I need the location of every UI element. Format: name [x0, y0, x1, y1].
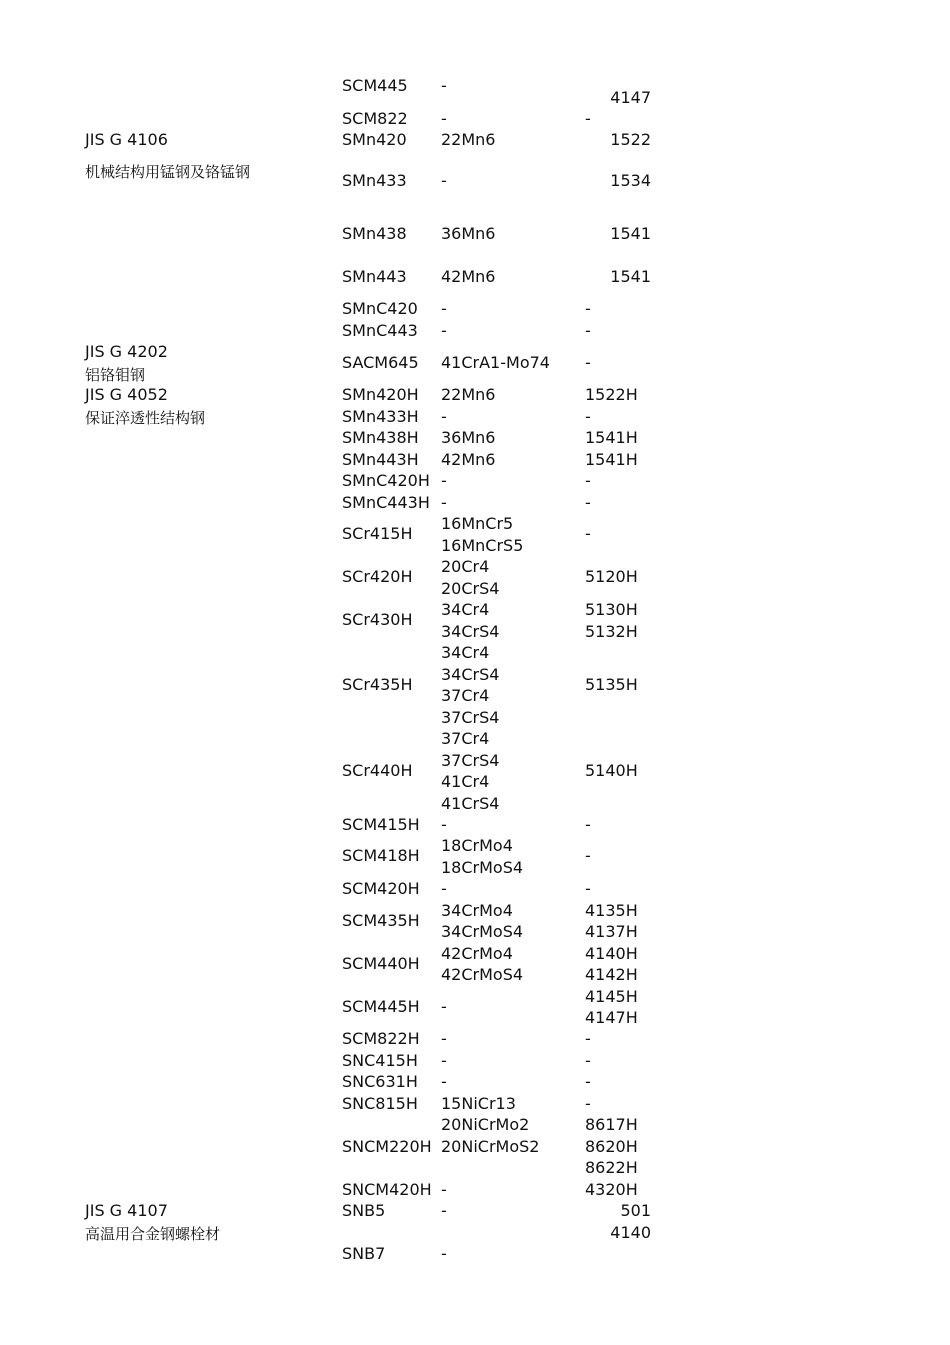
aisi-grade: - [585, 407, 591, 426]
din-grade: 15NiCr13 [441, 1094, 516, 1113]
jis-grade: SMn433H [342, 407, 419, 426]
aisi-grade: - [585, 109, 591, 128]
jis-grade: SCr440H [342, 761, 413, 780]
aisi-grade: - [585, 299, 591, 318]
jis-grade: SMn438 [342, 224, 407, 243]
din-grade: - [441, 493, 447, 512]
din-grade: 34Cr4 [441, 643, 490, 662]
jis-grade: SCM445H [342, 997, 420, 1016]
standard-description: 机械结构用锰钢及铬锰钢 [85, 163, 251, 181]
standard-description: 铝铬钼钢 [85, 366, 146, 384]
standard-number: JIS G 4052 [85, 385, 168, 404]
jis-grade: SNCM220H [342, 1137, 432, 1156]
jis-grade: SMn443H [342, 450, 419, 469]
din-grade: 20CrS4 [441, 579, 500, 598]
din-grade: - [441, 879, 447, 898]
aisi-grade: - [585, 879, 591, 898]
aisi-grade: - [585, 1072, 591, 1091]
aisi-grade: 4147 [610, 88, 651, 107]
din-grade: 42CrMoS4 [441, 965, 524, 984]
jis-grade: SCr415H [342, 524, 413, 543]
standard-number: JIS G 4107 [85, 1201, 168, 1220]
aisi-grade: 4320H [585, 1180, 638, 1199]
aisi-grade: 4145H [585, 987, 638, 1006]
din-grade: 20Cr4 [441, 557, 490, 576]
aisi-grade: 8622H [585, 1158, 638, 1177]
aisi-grade: - [585, 1051, 591, 1070]
din-grade: 34CrS4 [441, 665, 500, 684]
aisi-grade: - [585, 471, 591, 490]
din-grade: - [441, 321, 447, 340]
jis-grade: SCM435H [342, 911, 420, 930]
standard-description: 高温用合金钢螺栓材 [85, 1225, 221, 1243]
din-grade: - [441, 76, 447, 95]
din-grade: 37Cr4 [441, 686, 490, 705]
standard-number: JIS G 4106 [85, 130, 168, 149]
din-grade: 34CrS4 [441, 622, 500, 641]
din-grade: 18CrMo4 [441, 836, 513, 855]
jis-grade: SCr435H [342, 675, 413, 694]
din-grade: - [441, 299, 447, 318]
jis-grade: SMn420H [342, 385, 419, 404]
standard-description: 保证淬透性结构钢 [85, 409, 206, 427]
aisi-grade: - [585, 1094, 591, 1113]
aisi-grade: 5140H [585, 761, 638, 780]
din-grade: - [441, 1180, 447, 1199]
jis-grade: SCM440H [342, 954, 420, 973]
aisi-grade: - [585, 353, 591, 372]
jis-grade: SNC815H [342, 1094, 418, 1113]
jis-grade: SNC631H [342, 1072, 418, 1091]
jis-grade: SMn420 [342, 130, 407, 149]
din-grade: - [441, 1072, 447, 1091]
din-grade: 41CrA1-Mo74 [441, 353, 550, 372]
aisi-grade: 1541H [585, 428, 638, 447]
din-grade: 16MnCrS5 [441, 536, 524, 555]
aisi-grade: 4142H [585, 965, 638, 984]
din-grade: 20NiCrMoS2 [441, 1137, 540, 1156]
din-grade: - [441, 1029, 447, 1048]
din-grade: 42Mn6 [441, 267, 496, 286]
din-grade: 34CrMoS4 [441, 922, 524, 941]
jis-grade: SMnC443 [342, 321, 418, 340]
din-grade: 22Mn6 [441, 385, 496, 404]
din-grade: - [441, 1051, 447, 1070]
aisi-grade: 1541 [610, 224, 651, 243]
din-grade: 18CrMoS4 [441, 858, 524, 877]
din-grade: 34Cr4 [441, 600, 490, 619]
jis-grade: SMn433 [342, 171, 407, 190]
jis-grade: SMnC443H [342, 493, 430, 512]
aisi-grade: - [585, 493, 591, 512]
jis-grade: SMnC420H [342, 471, 430, 490]
aisi-grade: 4140 [610, 1223, 651, 1242]
aisi-grade: 1534 [610, 171, 651, 190]
aisi-grade: - [585, 846, 591, 865]
aisi-grade: 5120H [585, 567, 638, 586]
din-grade: - [441, 997, 447, 1016]
jis-grade: SCr420H [342, 567, 413, 586]
aisi-grade: 5132H [585, 622, 638, 641]
aisi-grade: - [585, 321, 591, 340]
aisi-grade: 5135H [585, 675, 638, 694]
jis-grade: SMn438H [342, 428, 419, 447]
din-grade: 16MnCr5 [441, 514, 514, 533]
din-grade: 41Cr4 [441, 772, 490, 791]
din-grade: 36Mn6 [441, 428, 496, 447]
din-grade: 34CrMo4 [441, 901, 513, 920]
jis-grade: SCM415H [342, 815, 420, 834]
din-grade: 41CrS4 [441, 794, 500, 813]
aisi-grade: 8617H [585, 1115, 638, 1134]
din-grade: 37Cr4 [441, 729, 490, 748]
din-grade: 20NiCrMo2 [441, 1115, 530, 1134]
aisi-grade: 4147H [585, 1008, 638, 1027]
din-grade: - [441, 471, 447, 490]
din-grade: - [441, 815, 447, 834]
jis-grade: SMn443 [342, 267, 407, 286]
din-grade: 37CrS4 [441, 708, 500, 727]
aisi-grade: 1541 [610, 267, 651, 286]
din-grade: 22Mn6 [441, 130, 496, 149]
jis-grade: SMnC420 [342, 299, 418, 318]
jis-grade: SNC415H [342, 1051, 418, 1070]
jis-grade: SCr430H [342, 610, 413, 629]
aisi-grade: 4140H [585, 944, 638, 963]
jis-grade: SCM420H [342, 879, 420, 898]
aisi-grade: - [585, 815, 591, 834]
aisi-grade: 5130H [585, 600, 638, 619]
jis-grade: SCM418H [342, 846, 420, 865]
aisi-grade: 1522 [610, 130, 651, 149]
jis-grade: SACM645 [342, 353, 419, 372]
din-grade: - [441, 407, 447, 426]
aisi-grade: 501 [620, 1201, 651, 1220]
jis-grade: SCM822 [342, 109, 408, 128]
aisi-grade: 4135H [585, 901, 638, 920]
din-grade: 36Mn6 [441, 224, 496, 243]
jis-grade: SNB7 [342, 1244, 386, 1263]
aisi-grade: - [585, 1029, 591, 1048]
aisi-grade: - [585, 524, 591, 543]
din-grade: 42CrMo4 [441, 944, 513, 963]
aisi-grade: 1522H [585, 385, 638, 404]
din-grade: - [441, 1201, 447, 1220]
jis-grade: SCM445 [342, 76, 408, 95]
din-grade: - [441, 109, 447, 128]
jis-grade: SCM822H [342, 1029, 420, 1048]
standard-number: JIS G 4202 [85, 342, 168, 361]
aisi-grade: 1541H [585, 450, 638, 469]
din-grade: - [441, 1244, 447, 1263]
jis-grade: SNB5 [342, 1201, 386, 1220]
din-grade: 42Mn6 [441, 450, 496, 469]
jis-grade: SNCM420H [342, 1180, 432, 1199]
aisi-grade: 8620H [585, 1137, 638, 1156]
din-grade: - [441, 171, 447, 190]
aisi-grade: 4137H [585, 922, 638, 941]
din-grade: 37CrS4 [441, 751, 500, 770]
